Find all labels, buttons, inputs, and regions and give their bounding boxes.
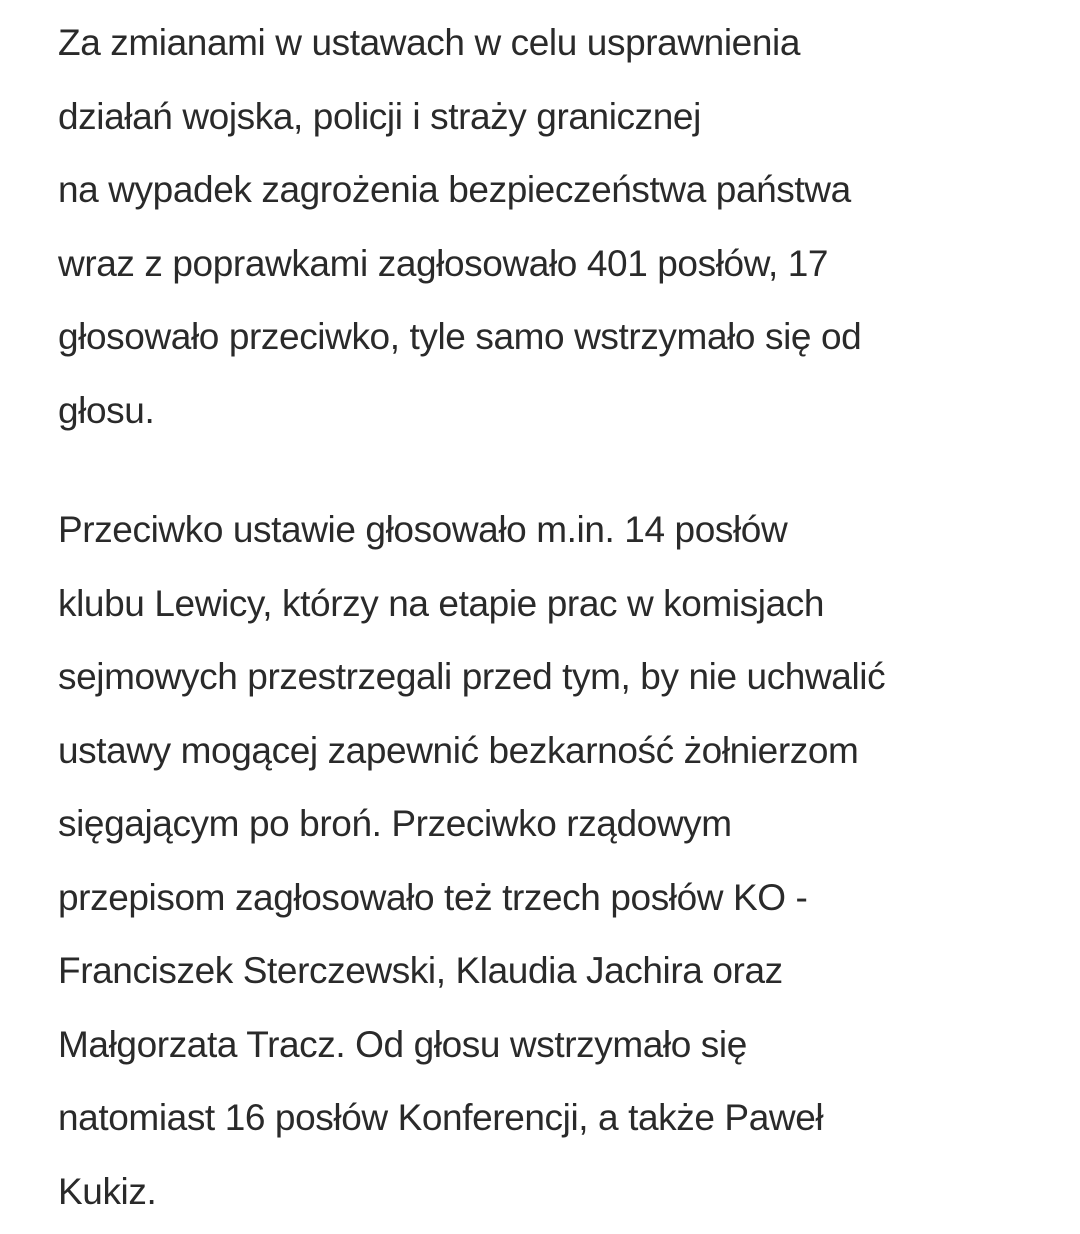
text-line: na wypadek zagrożenia bezpieczeństwa państwa bbox=[58, 169, 851, 210]
text-line: wraz z poprawkami zagłosowało 401 posłów, 17 bbox=[58, 242, 829, 284]
text-line: Małgorzata Tracz. Od głosu wstrzymało się bbox=[58, 1023, 747, 1065]
text-line: ustawy mogącej zapewnić bezkarność żołnierzom bbox=[58, 729, 859, 771]
article-paragraph-1 bbox=[58, 6, 1058, 447]
text-line: Za zmianami w ustawach w celu usprawnienia bbox=[58, 22, 801, 63]
article-body bbox=[58, 6, 1058, 1228]
text-line: Kukiz. bbox=[58, 1170, 157, 1212]
text-line: sięgającym po broń. Przeciwko rządowym bbox=[58, 803, 732, 844]
text-line: przepisom zagłosowało też trzech posłów KO - bbox=[58, 876, 808, 918]
text-line: głosowało przeciwko, tyle samo wstrzymało się od bbox=[58, 316, 862, 357]
text-line: klubu Lewicy, którzy na etapie prac w komisjach bbox=[58, 582, 825, 624]
text-line: głosu. bbox=[58, 389, 155, 431]
text-line: Franciszek Sterczewski, Klaudia Jachira oraz bbox=[58, 950, 783, 991]
text-line: natomiast 16 posłów Konferencji, a także Paweł bbox=[58, 1097, 824, 1138]
article-paragraph-2 bbox=[58, 493, 1058, 1228]
text-line: działań wojska, policji i straży granicznej bbox=[58, 95, 701, 137]
text-line: Przeciwko ustawie głosowało m.in. 14 posłów bbox=[58, 509, 788, 550]
text-line: sejmowych przestrzegali przed tym, by nie uchwalić bbox=[58, 656, 886, 697]
